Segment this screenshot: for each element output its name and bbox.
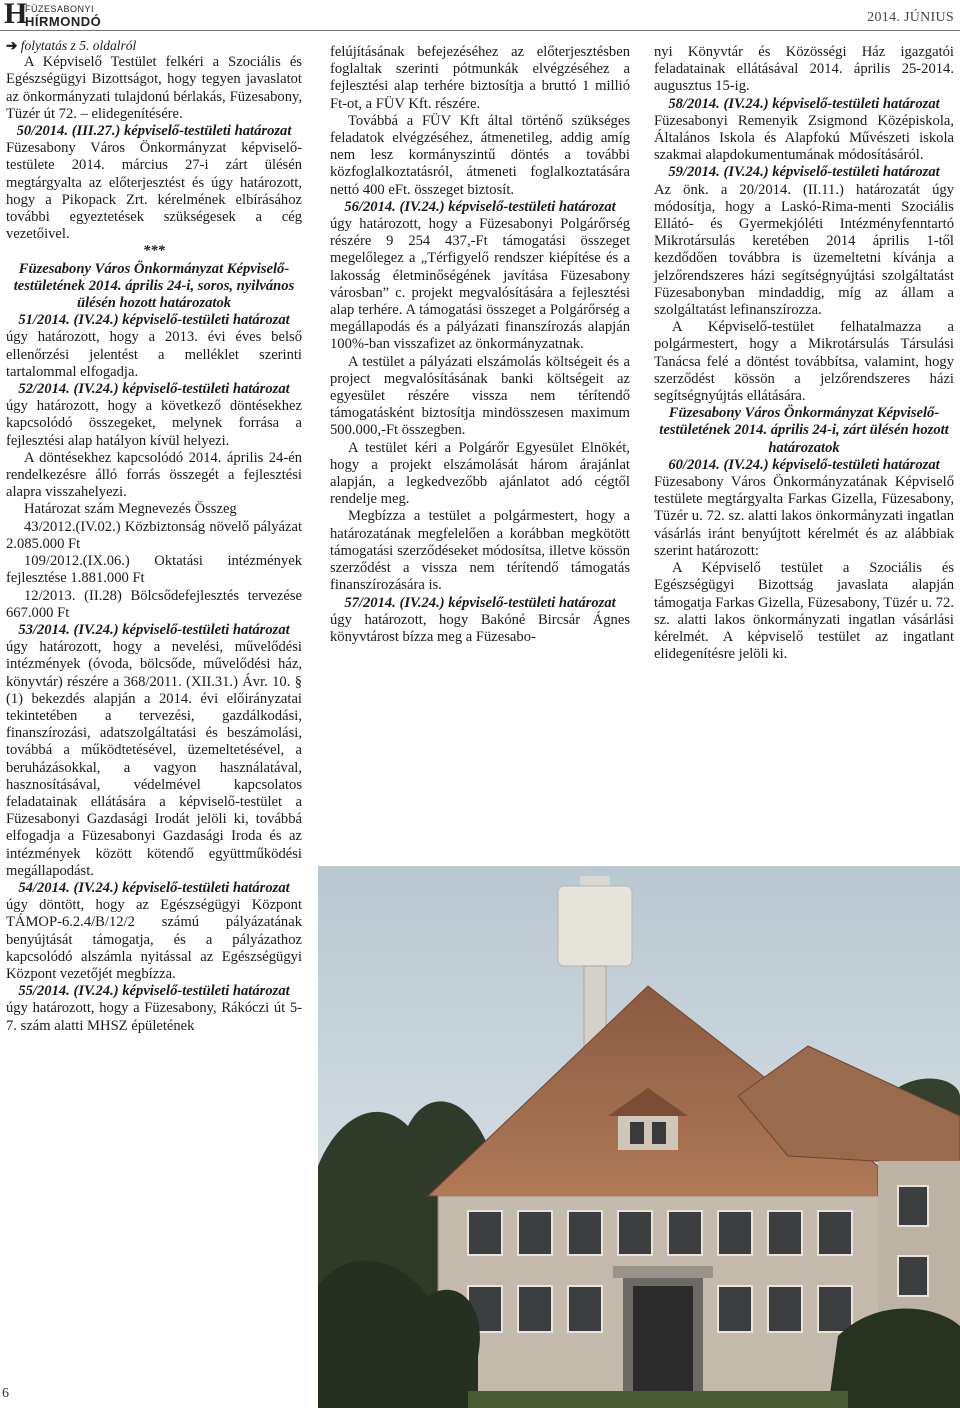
resolution-heading: 57/2014. (IV.24.) képviselő-testületi határozat bbox=[344, 594, 616, 611]
paragraph: A Képviselő testület a Szociális és Egészségügyi Bizottság javaslata alapján támogatja Farkas Gizella, Füzesabony, Tüzér u. 72. sz. alatti lakos önkormányzati ingatlan vásárlási kérelmét. A képviselő testület az ingatlant elidegenítésre jelöli ki. bbox=[654, 560, 954, 663]
paragraph: úgy határozott, hogy a nevelési, művelődési intézmények (óvoda, bölcsőde, művelődési ház, könyvtár) részére a 368/2011. (XII.31.) Ávr. 10. § (1) bekezdés alapján a 2014. évi előirányzatai tekintetében a tervezési, gazdálkodási, finanszírozási, adatszolgáltatási és beszámolási, továbbá a működtetésével, üzemeltetésével, a beruházásokkal, a vagyon használatával, hasznosításával, védelmével kapcsolatos feladatainak ellátására a képviselő-testület a Füzesabonyi Gazdasági Irodát jelöli ki, továbbá elfogadja a Füzesabonyi Gazdasági Iroda és az intézmények között kötendő együttműködési megállapodást. bbox=[6, 639, 302, 879]
resolution-heading: 51/2014. (IV.24.) képviselő-testületi határozat bbox=[18, 312, 290, 329]
resolution-heading: 60/2014. (IV.24.) képviselő-testületi határozat bbox=[668, 456, 940, 473]
logo-big-text: HÍRMONDÓ bbox=[25, 14, 102, 29]
paragraph: Megbízza a testület a polgármestert, hogy a határozatának megfelelően a korábban megkötött támogatási szerződéseket módosítsa, illetve kössön szerződést a vissza nem térítendő támogatás finanszírozására is. bbox=[330, 508, 630, 594]
paragraph: úgy határozott, hogy a Füzesabony, Rákóczi út 5-7. szám alatti MHSZ épületének bbox=[6, 1000, 302, 1034]
column-middle bbox=[330, 44, 630, 646]
newspaper-logo bbox=[4, 0, 114, 30]
paragraph: úgy határozott, hogy a Füzesabonyi Polgárőrség részére 9 254 437,-Ft támogatási összeget megelőlegez a „Térfigyelő rendszer kiépítése és a lakosság életminőségének javítása Füzesabony városban” c. projekt megvalósítására a fejlesztési alap terhére. A támogatási összeget a Polgárőrség a megállapodás és a pályázati finanszírozás alapján 100%-ban visszafizet az önkormányzatnak. bbox=[330, 216, 630, 353]
resolution-heading: 58/2014. (IV.24.) képviselő-testületi határozat bbox=[668, 95, 940, 112]
session-heading: Füzesabony Város Önkormányzat Képviselő-testületének 2014. április 24-i, soros, nyilvános ülésén hozott határozatok bbox=[13, 260, 295, 312]
resolution-heading: 53/2014. (IV.24.) képviselő-testületi határozat bbox=[18, 621, 290, 638]
paragraph: A döntésekhez kapcsolódó 2014. április 24-én rendelkezésre álló forrás összegét a fejlesztési alapra visszahelyezi. bbox=[6, 449, 302, 501]
paragraph: nyi Könyvtár és Közösségi Ház igazgatói feladatainak ellátásával 2014. április 25-2014. augusztus 15-ig. bbox=[654, 44, 954, 95]
separator-stars: *** bbox=[143, 243, 165, 260]
column-left bbox=[6, 37, 302, 1035]
paragraph: A testület a pályázati elszámolás költségeit és a project megvalósításának banki költségeit az egyesület részére vissza nem térítendő támogatásként biztosítja mindösszesen maximum 500.000,-Ft összegben. bbox=[330, 353, 630, 439]
resolution-heading: 50/2014. (III.27.) képviselő-testületi határozat bbox=[16, 123, 292, 140]
table-line: 109/2012.(IX.06.) Oktatási intézmények fejlesztése 1.881.000 Ft bbox=[6, 553, 302, 587]
logo-small-text: FÜZESABONYI bbox=[25, 4, 95, 14]
building-photo bbox=[318, 866, 960, 1408]
paragraph: felújításának befejezéséhez az előterjesztésben foglaltak szerinti pótmunkák elvégzéséhez a fejlesztési alap terhére biztosítja a bruttó 1 millió Ft-ot, a FÜV Kft. részére. bbox=[330, 44, 630, 112]
resolution-heading: 52/2014. (IV.24.) képviselő-testületi határozat bbox=[18, 381, 290, 398]
resolution-heading: 59/2014. (IV.24.) képviselő-testületi határozat bbox=[668, 164, 940, 181]
table-line: 43/2012.(IV.02.) Közbiztonság növelő pályázat 2.085.000 Ft bbox=[6, 518, 302, 552]
paragraph: Füzesabony Város Önkormányzatának Képviselő testülete megtárgyalta Farkas Gizella, Füzesabony, Tüzér u. 72. sz. alatti lakos önkormányzati ingatlan vásárlás iránt benyújtott kérelmét és az alábbiak szerint határozott: bbox=[654, 474, 954, 559]
paragraph: Az önk. a 20/2014. (II.11.) határozatát úgy módosítja, hogy a Laskó-Rima-menti Szociális Ellátó- és Gyermekjóléti Intézményfenntartó Mikrotársulás keretében 2014 április 1-től kezdődően továbbra is üzemeltetni kívánja a jelzőrendszeres házi segítségnyújtási szolgáltatást Füzesabonyban mindaddig, míg az állam a szolgáltatást lefinanszírozza. bbox=[654, 181, 954, 319]
paragraph: úgy határozott, hogy Bakóné Bircsár Ágnes könyvtárost bízza meg a Füzesabo- bbox=[330, 611, 630, 645]
lawn bbox=[468, 1391, 848, 1408]
paragraph: A Képviselő Testület felkéri a Szociális és Egészségügyi Bizottságot, hogy tegyen javaslatot az önkormányzati tulajdonú bérlakás, Füzesabony, Tüzér út 72. – elidegenítésére. bbox=[6, 54, 302, 122]
paragraph: Továbbá a FÜV Kft által történő szükséges feladatok elvégzéséhez, átmenetileg, addig amíg nem lesz kormányszintű döntés a további közfoglalkoztatásról, átmeneti foglalkoztatására nettó 400 eFt. összeget biztosít. bbox=[330, 112, 630, 198]
paragraph: úgy határozott, hogy a következő döntésekhez kapcsolódó összegeket, melynek forrása a fejlesztési alap hatályon kívül helyezi. bbox=[6, 398, 302, 449]
paragraph: A Képviselő-testület felhatalmazza a polgármestert, hogy a Mikrotársulás Társulási Tanácsa felé a döntést továbbítsa, valamint, hogy szerződést kössön a jelzőrendszeres házi segítségnyújtás ellátására. bbox=[654, 319, 954, 405]
session-heading: Füzesabony Város Önkormányzat Képviselő-testületének 2014. április 24-i, zárt ülésén hozott határozatok bbox=[659, 405, 949, 456]
table-line: 12/2013. (II.28) Bölcsődefejlesztés tervezése 667.000 Ft bbox=[6, 587, 302, 621]
continuation-text: folytatás z 5. oldalról bbox=[20, 38, 137, 53]
page-number: 6 bbox=[2, 1386, 9, 1401]
header-divider bbox=[0, 30, 960, 31]
resolution-heading: 55/2014. (IV.24.) képviselő-testületi határozat bbox=[18, 983, 290, 1000]
issue-date: 2014. JÚNIUS bbox=[867, 10, 954, 25]
resolution-heading: 56/2014. (IV.24.) képviselő-testületi határozat bbox=[344, 198, 616, 215]
paragraph: Füzesabonyi Remenyik Zsigmond Középiskola, Általános Iskola és Alapfokú Művészeti iskola szakmai alapdokumentumának módosításáról. bbox=[654, 112, 954, 164]
entrance bbox=[613, 1266, 713, 1396]
paragraph: úgy döntött, hogy az Egészségügyi Központ TÁMOP-6.2.4/B/12/2 számú pályázatának benyújtását támogatja, és a pályázathoz kapcsolódó alszámla nyitással az Egészségügyi Központ vezetőjét megbízza. bbox=[6, 897, 302, 982]
table-header-line: Határozat szám Megnevezés Összeg bbox=[24, 501, 237, 518]
paragraph: A testület kéri a Polgárőr Egyesület Elnökét, hogy a projekt elszámolását három árajánlat alapján, a legkedvezőbb ajánlatot adó cégtől rendelje meg. bbox=[330, 439, 630, 508]
paragraph: Füzesabony Város Önkormányzat képviselő-testülete 2014. március 27-i zárt ülésén megtárgyalta az előterjesztést és úgy határozott, hogy a Pikopack Zrt. kérelmének elbírásához további egyeztetések szükségesek a cég vezetőivel. bbox=[6, 140, 302, 243]
column-right bbox=[654, 44, 954, 663]
logo-initial: H bbox=[4, 0, 28, 30]
resolution-heading: 54/2014. (IV.24.) képviselő-testületi határozat bbox=[18, 879, 290, 896]
arrow-right-icon: ➔ bbox=[6, 38, 18, 53]
paragraph: úgy határozott, hogy a 2013. évi éves belső ellenőrzési jelentést a melléklet szerinti tartalommal elfogadja. bbox=[6, 329, 302, 380]
continuation-note bbox=[6, 37, 302, 54]
